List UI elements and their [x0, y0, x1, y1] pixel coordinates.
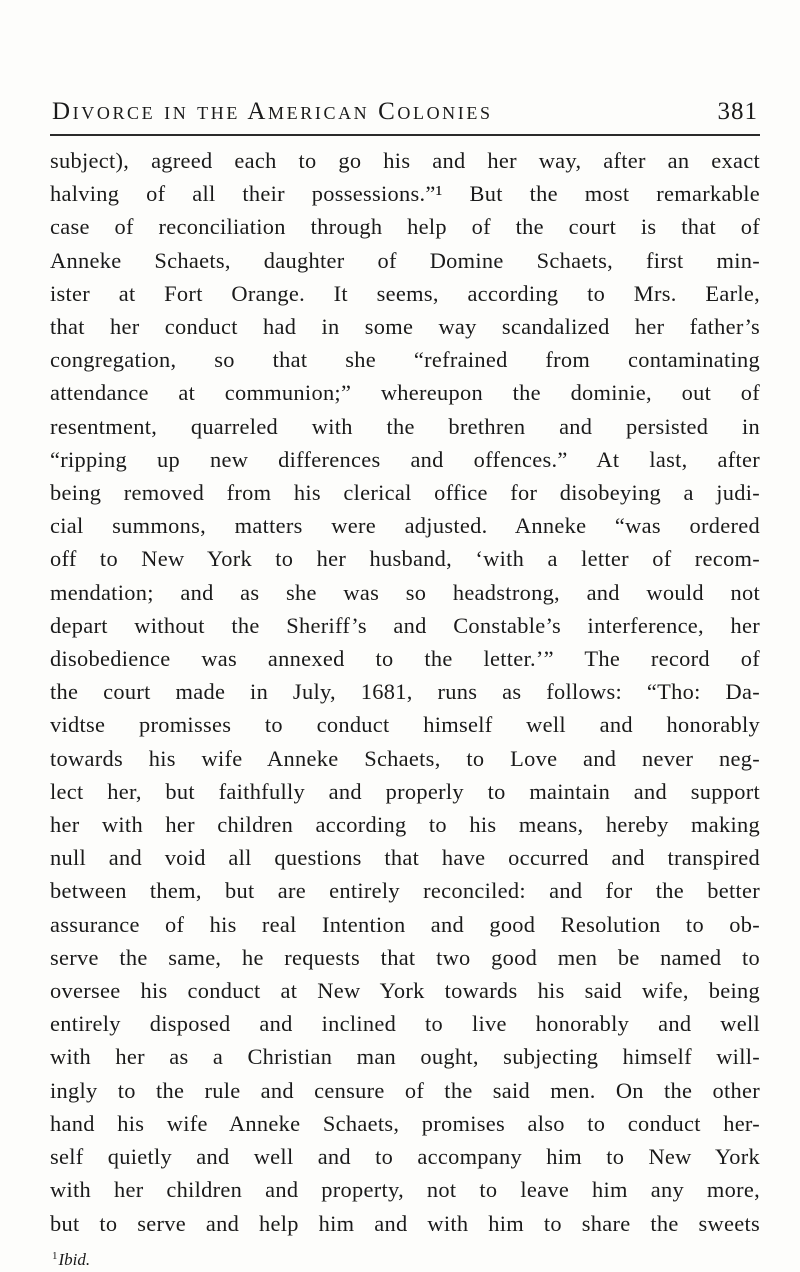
- text-line: mendation; and as she was so headstrong, and would not: [50, 579, 760, 605]
- text-line: between them, but are entirely reconciled: and for the better: [50, 878, 760, 904]
- running-head-title: Divorce in the American Colonies: [52, 98, 493, 125]
- footnote: [50, 1244, 760, 1272]
- text-line: cial summons, matters were adjusted. Anneke “was ordered: [50, 513, 760, 539]
- text-line: being removed from his clerical office for disobeying a judi-: [50, 480, 760, 506]
- text-line: disobedience was annexed to the letter.’” The record of: [50, 646, 760, 672]
- text-line: vidtse promisses to conduct himself well and honorably: [50, 712, 760, 738]
- text-line: halving of all their possessions.”¹ But the most remarkable: [50, 181, 760, 207]
- text-line: depart without the Sheriff’s and Constable’s interference, her: [50, 612, 760, 638]
- text-line: ingly to the rule and censure of the said men. On the other: [50, 1077, 760, 1103]
- text-line: with her as a Christian man ought, subjecting himself will-: [50, 1044, 760, 1070]
- text-line: congregation, so that she “refrained from contaminating: [50, 347, 760, 373]
- body-text: [50, 144, 760, 1240]
- footnote-marker: 1: [52, 1249, 58, 1262]
- text-line: lect her, but faithfully and properly to maintain and support: [50, 778, 760, 804]
- text-line: entirely disposed and inclined to live honorably and well: [50, 1011, 760, 1037]
- book-page: [50, 92, 760, 1272]
- footnote-text: Ibid.: [58, 1249, 91, 1269]
- text-line: that her conduct had in some way scandalized her father’s: [50, 314, 760, 340]
- text-line: ister at Fort Orange. It seems, according to Mrs. Earle,: [50, 280, 760, 306]
- text-line: oversee his conduct at New York towards his said wife, being: [50, 978, 760, 1004]
- text-line: Anneke Schaets, daughter of Domine Schaets, first min-: [50, 247, 760, 273]
- running-head: [50, 92, 760, 132]
- text-line: her with her children according to his means, hereby making: [50, 812, 760, 838]
- text-line: “ripping up new differences and offences.” At last, after: [50, 446, 760, 472]
- text-line: resentment, quarreled with the brethren and persisted in: [50, 413, 760, 439]
- text-line: but to serve and help him and with him to share the sweets: [50, 1210, 760, 1236]
- text-line: the court made in July, 1681, runs as follows: “Tho: Da-: [50, 679, 760, 705]
- page-number: 381: [717, 98, 758, 125]
- text-line: hand his wife Anneke Schaets, promises also to conduct her-: [50, 1110, 760, 1136]
- text-line: null and void all questions that have occurred and transpired: [50, 845, 760, 871]
- text-line: towards his wife Anneke Schaets, to Love and never neg-: [50, 745, 760, 771]
- text-line: serve the same, he requests that two good men be named to: [50, 944, 760, 970]
- text-line: case of reconciliation through help of the court is that of: [50, 214, 760, 240]
- text-line: off to New York to her husband, ‘with a letter of recom-: [50, 546, 760, 572]
- text-line: self quietly and well and to accompany him to New York: [50, 1144, 760, 1170]
- text-line: attendance at communion;” whereupon the dominie, out of: [50, 380, 760, 406]
- header-rule: [50, 134, 760, 136]
- text-line: with her children and property, not to leave him any more,: [50, 1177, 760, 1203]
- text-line: subject), agreed each to go his and her way, after an exact: [50, 148, 760, 173]
- text-line: assurance of his real Intention and good Resolution to ob-: [50, 911, 760, 937]
